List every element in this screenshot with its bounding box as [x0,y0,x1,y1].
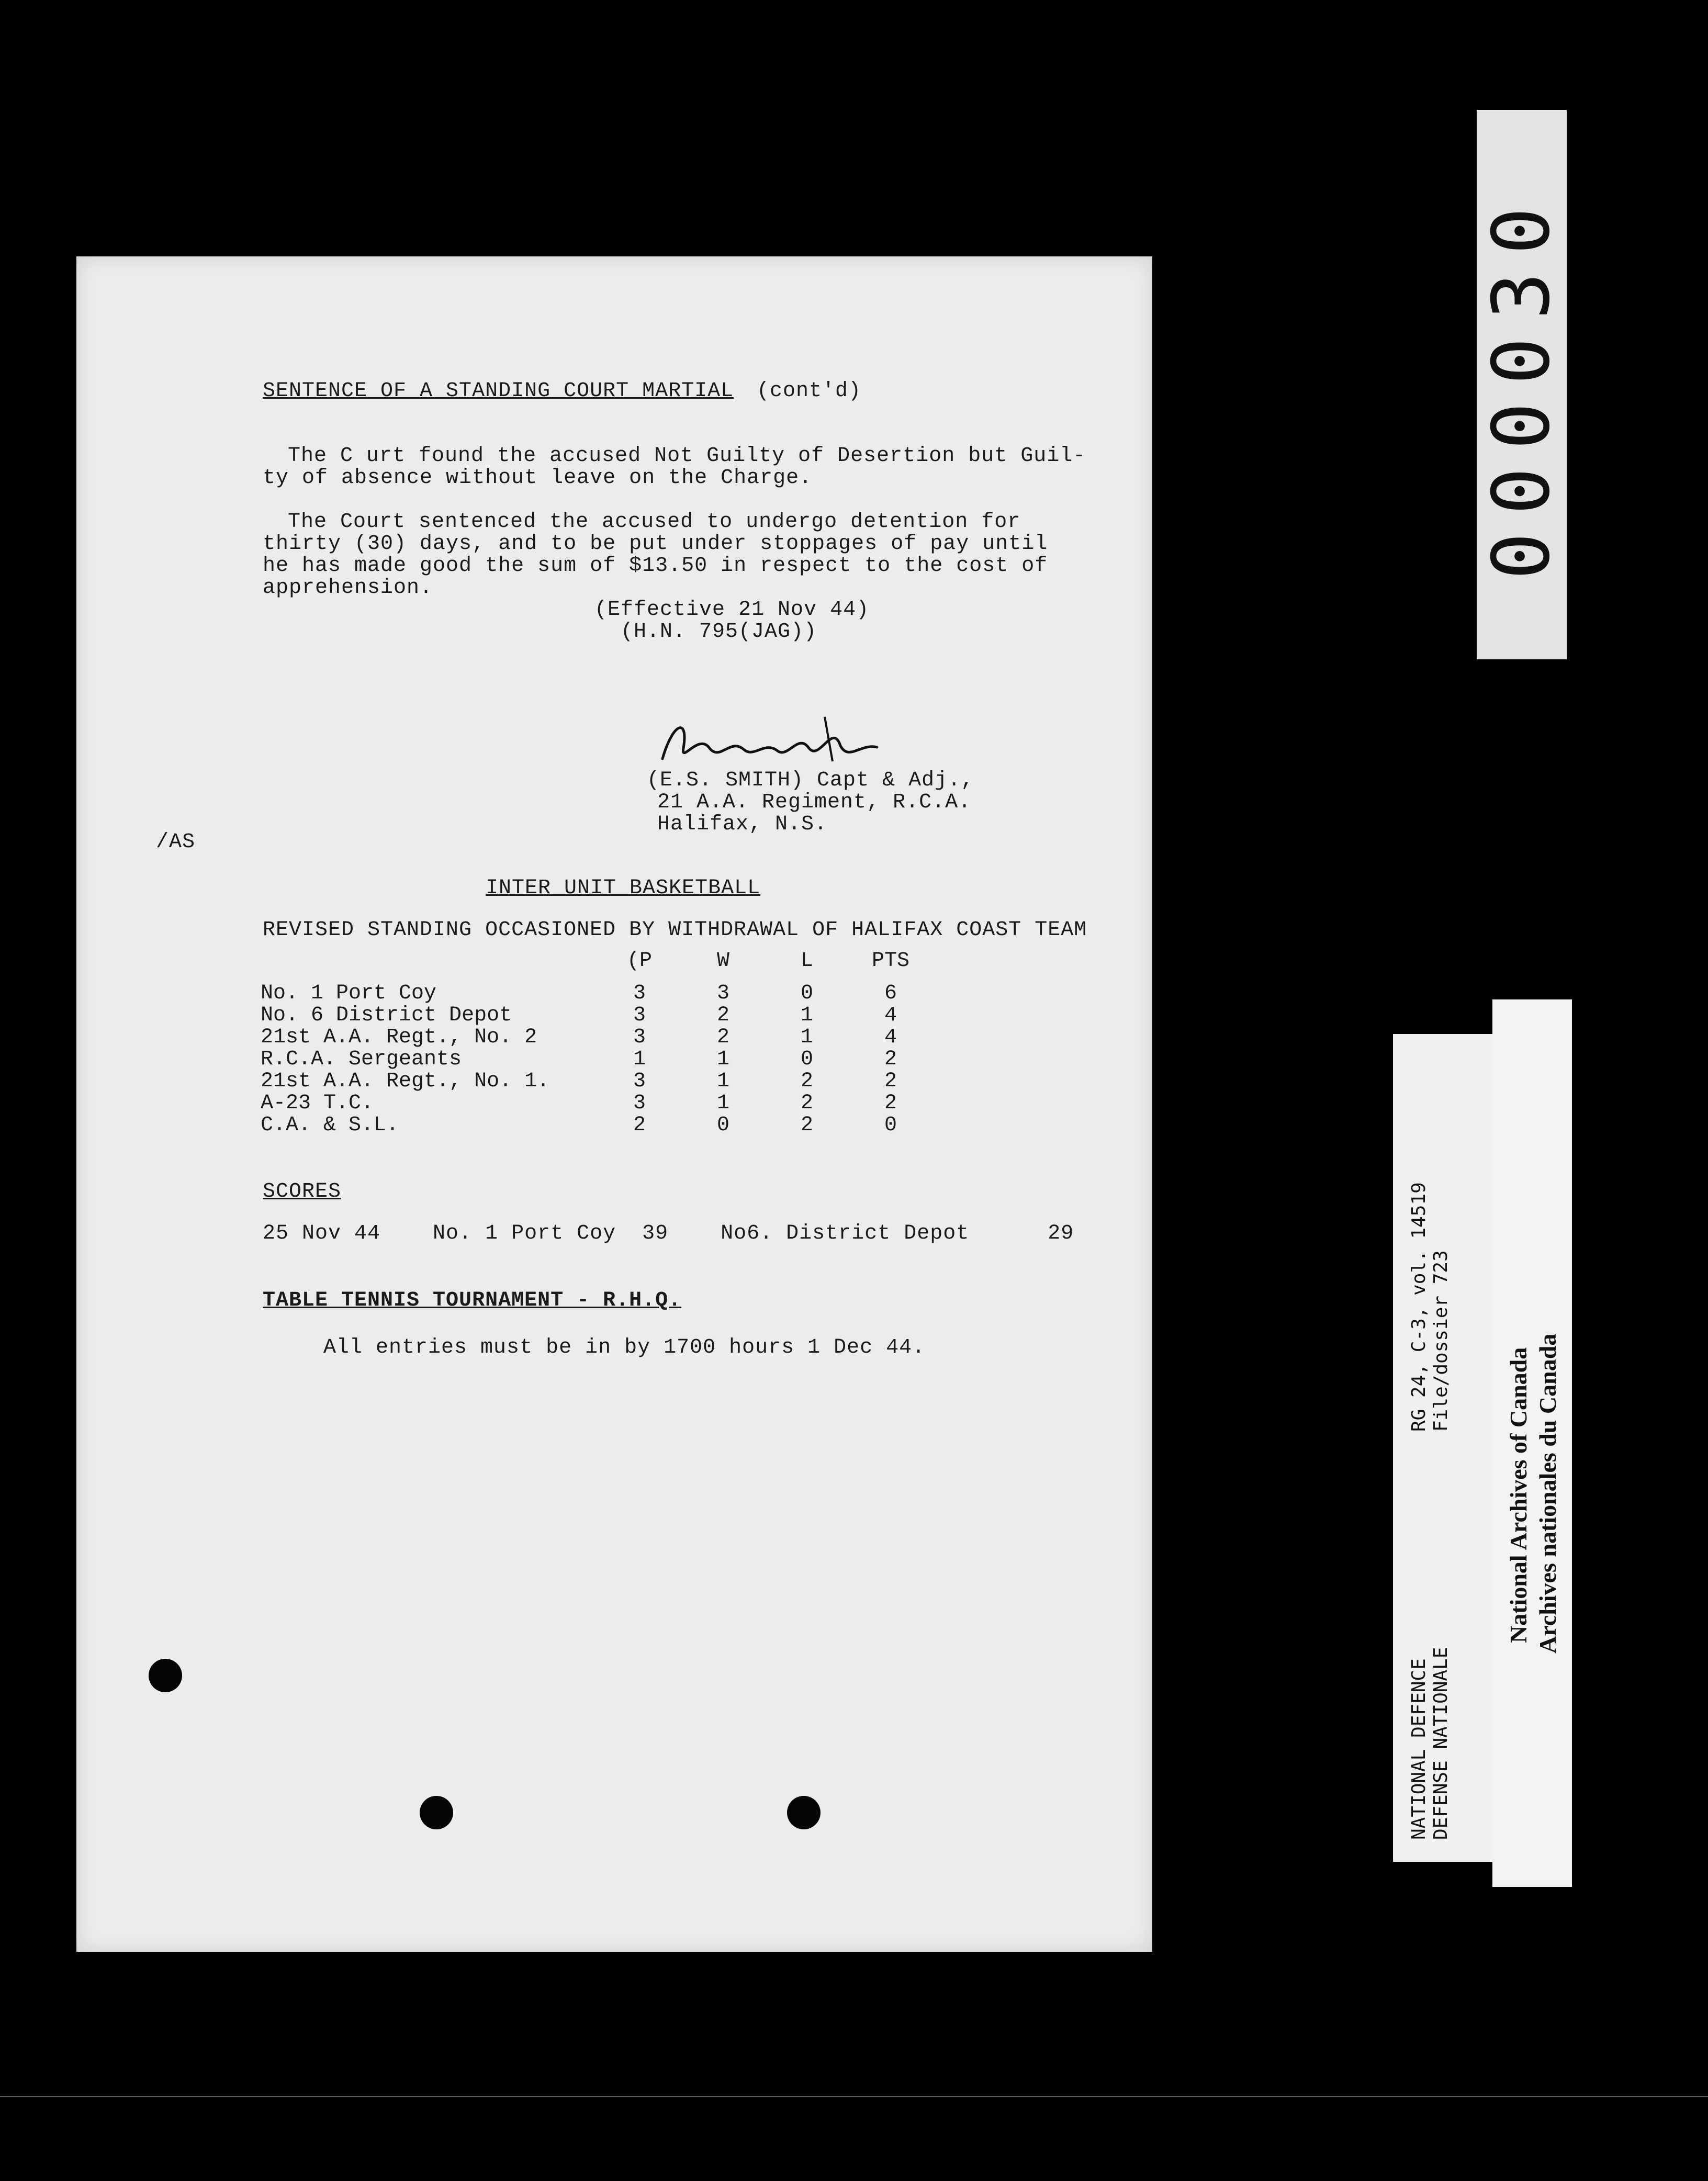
department-line-2: DEFENSE NATIONALE [1430,1647,1452,1840]
handwritten-signature [652,712,893,774]
paragraph-2-line-4: apprehension. [263,576,433,600]
header-won: W [716,949,729,973]
punch-hole [420,1796,453,1829]
lost: 2 [800,1092,813,1115]
team-name: 21st A.A. Regt., No. 2 [261,1026,537,1049]
punch-hole [787,1796,821,1829]
archives-name-english: National Archives of Canada [1505,1347,1532,1643]
won: 3 [716,982,729,1005]
points: 6 [884,982,897,1005]
played: 3 [633,1026,646,1049]
paragraph-1-line-1: The C urt found the accused Not Guilty of Desertion but Guil- [288,444,1086,468]
typist-initials: /AS [156,830,196,854]
reference-line-2: File/dossier 723 [1430,1250,1452,1432]
document-page [76,256,1152,1952]
played: 3 [633,1070,646,1093]
table-row [261,1071,932,1093]
points: 2 [884,1092,897,1115]
won: 2 [716,1026,729,1049]
header-lost: L [800,949,813,973]
played: 2 [633,1114,646,1137]
lost: 0 [800,1048,813,1071]
basketball-subtitle: REVISED STANDING OCCASIONED BY WITHDRAWAL OF HALIFAX COAST TEAM [263,918,1087,942]
played: 3 [633,1092,646,1115]
effective-date: (Effective 21 Nov 44) [594,598,870,622]
lost: 2 [800,1114,813,1137]
lost: 1 [800,1026,813,1049]
sentence-heading: SENTENCE OF A STANDING COURT MARTIAL [263,379,734,403]
team-name: C.A. & S.L. [261,1114,399,1137]
played: 1 [633,1048,646,1071]
won: 1 [716,1070,729,1093]
team-name: R.C.A. Sergeants [261,1048,462,1071]
paragraph-2-line-2: thirty (30) days, and to be put under stoppages of pay until [263,532,1048,556]
won: 2 [716,1004,729,1027]
table-row [261,1093,932,1115]
paragraph-1-line-2: ty of absence without leave on the Charge. [263,466,813,490]
points: 0 [884,1114,897,1137]
signature-unit: 21 A.A. Regiment, R.C.A. [657,791,972,814]
archive-reference-label [1393,1034,1498,1862]
table-row [261,983,932,1005]
archives-name-french: Archives nationales du Canada [1534,1333,1561,1654]
table-row [261,1115,932,1137]
national-archives-label [1492,999,1572,1887]
won: 1 [716,1048,729,1071]
team-name: A-23 T.C. [261,1092,374,1115]
played: 3 [633,982,646,1005]
team-name: No. 1 Port Coy [261,982,437,1005]
department-line-1: NATIONAL DEFENCE [1408,1658,1430,1840]
points: 4 [884,1026,897,1049]
microfilm-bottom-rule [0,2096,1708,2097]
scores-line: 25 Nov 44 No. 1 Port Coy 39 No6. District Depot 29 [263,1222,1074,1245]
hn-reference: (H.N. 795(JAG)) [621,620,817,644]
signature-name: (E.S. SMITH) Capt & Adj., [647,769,974,792]
scores-title: SCORES [263,1180,342,1204]
sentence-heading-suffix: (cont'd) [757,379,862,403]
paragraph-2-line-3: he has made good the sum of $13.50 in respect to the cost of [263,554,1048,578]
table-tennis-line: All entries must be in by 1700 hours 1 Dec 44. [323,1336,926,1359]
won: 0 [716,1114,729,1137]
header-points: PTS [871,949,909,973]
punch-hole [149,1659,182,1692]
archive-frame-stamp [1477,110,1567,659]
team-name: 21st A.A. Regt., No. 1. [261,1070,550,1093]
team-name: No. 6 District Depot [261,1004,512,1027]
won: 1 [716,1092,729,1115]
table-tennis-title: TABLE TENNIS TOURNAMENT - R.H.Q. [263,1289,682,1312]
points: 2 [884,1070,897,1093]
table-row [261,1049,932,1071]
table-row [261,1005,932,1027]
standings-header-row [261,950,932,972]
frame-number: 000030 [1476,189,1567,580]
lost: 0 [800,982,813,1005]
lost: 2 [800,1070,813,1093]
paragraph-2-line-1: The Court sentenced the accused to undergo detention for [288,510,1021,534]
table-row [261,1027,932,1049]
points: 2 [884,1048,897,1071]
header-team [261,950,598,972]
signature-location: Halifax, N.S. [657,813,828,836]
standings-table [261,950,932,1137]
reference-line-1: RG 24, C-3, vol. 14519 [1408,1182,1430,1432]
played: 3 [633,1004,646,1027]
basketball-title: INTER UNIT BASKETBALL [486,876,761,900]
lost: 1 [800,1004,813,1027]
points: 4 [884,1004,897,1027]
header-played: (P [626,949,652,973]
